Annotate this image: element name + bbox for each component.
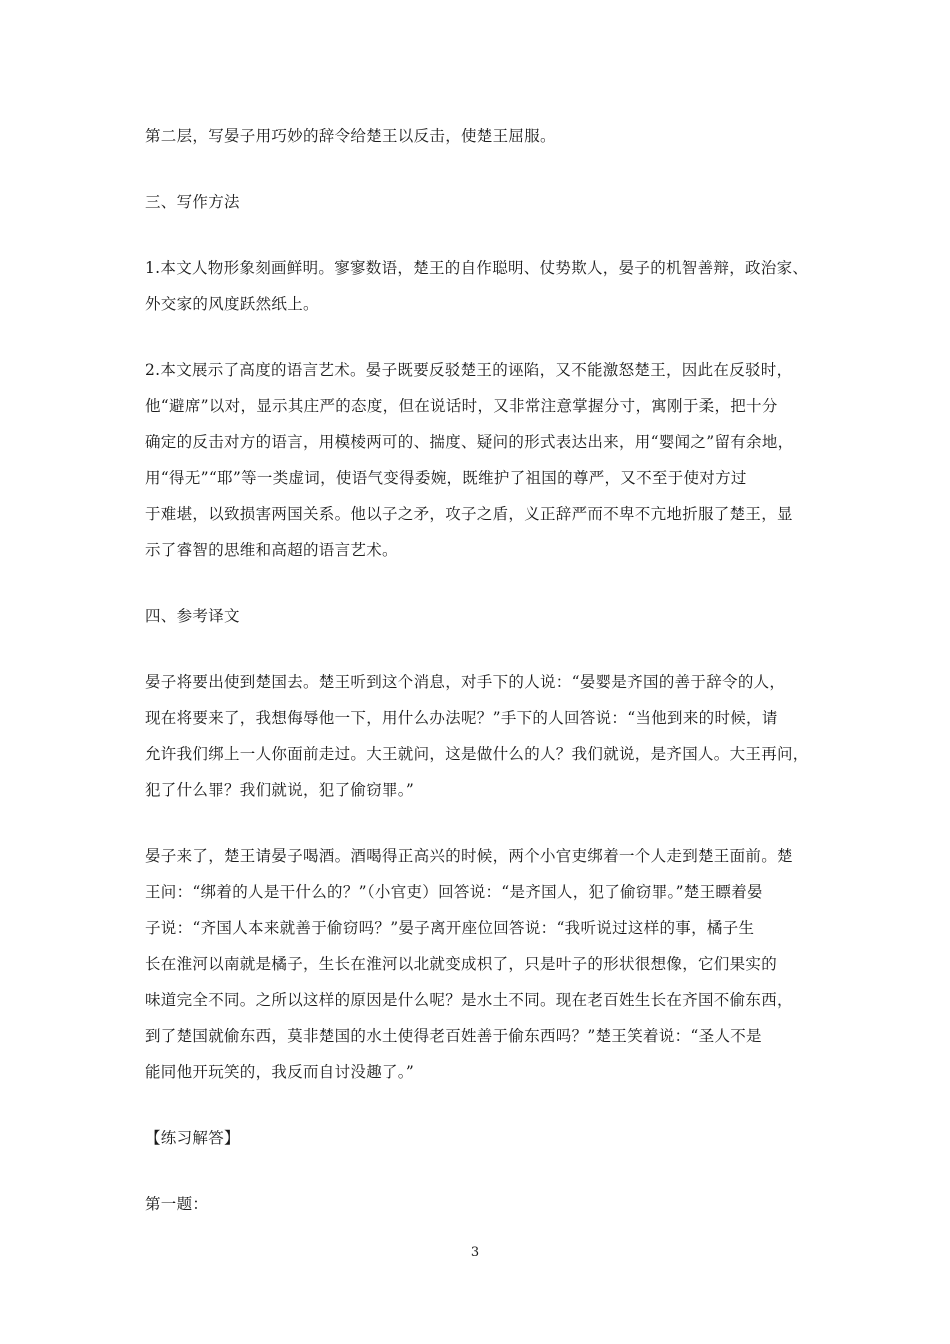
text-line: 外交家的风度跃然纸上。 xyxy=(145,295,319,313)
text-line: 允许我们绑上一人你面前走过。大王就问，这是做什么的人？我们就说，是齐国人。大王再问， xyxy=(145,745,809,763)
paragraph-translation-2 xyxy=(145,838,813,1090)
page-number: 3 xyxy=(470,1245,480,1260)
text-line: 第二层，写晏子用巧妙的辞令给楚王以反击，使楚王屈服。 xyxy=(145,127,556,145)
paragraph-method-2 xyxy=(145,352,813,568)
text-line: 味道完全不同。之所以这样的原因是什么呢？是水土不同。现在老百姓生长在齐国不偷东西， xyxy=(145,991,793,1009)
paragraph-translation-1 xyxy=(145,664,813,808)
section-heading-writing-methods: 三、写作方法 xyxy=(145,193,240,211)
section-heading-translation: 四、参考译文 xyxy=(145,607,240,625)
text-line: 于难堪，以致损害两国关系。他以子之矛，攻子之盾，义正辞严而不卑不亢地折服了楚王，显 xyxy=(145,505,793,523)
text-line: 晏子将要出使到楚国去。楚王听到这个消息，对手下的人说：“晏婴是齐国的善于辞令的人， xyxy=(145,673,786,691)
text-line: 犯了什么罪？我们就说，犯了偷窃罪。” xyxy=(145,781,415,799)
text-line: 确定的反击对方的语言，用模棱两可的、揣度、疑问的形式表达出来，用“婴闻之”留有余地， xyxy=(145,433,794,451)
text-line: 现在将要来了，我想侮辱他一下，用什么办法呢？”手下的人回答说：“当他到来的时候，请 xyxy=(145,709,778,727)
text-line: 能同他开玩笑的，我反而自讨没趣了。” xyxy=(145,1063,415,1081)
text-line: 他“避席”以对，显示其庄严的态度，但在说话时，又非常注意掌握分寸，寓刚于柔，把十分 xyxy=(145,397,778,415)
text-line: 到了楚国就偷东西，莫非楚国的水土使得老百姓善于偷东西吗？”楚王笑着说：“圣人不是 xyxy=(145,1027,762,1045)
text-line: 晏子来了，楚王请晏子喝酒。酒喝得正高兴的时候，两个小官吏绑着一个人走到楚王面前。楚 xyxy=(145,847,793,865)
text-line: 示了睿智的思维和高超的语言艺术。 xyxy=(145,541,398,559)
question-heading-first: 第一题： xyxy=(145,1195,209,1213)
section-heading-exercise-answers: 【练习解答】 xyxy=(145,1129,240,1147)
text-line: 王问：“绑着的人是干什么的？”（小官吏）回答说：“是齐国人，犯了偷窃罪。”楚王瞟着晏 xyxy=(145,883,763,901)
text-line: 长在淮河以南就是橘子，生长在淮河以北就变成枳了，只是叶子的形状很想像，它们果实的 xyxy=(145,955,778,973)
text-line: 子说：“齐国人本来就善于偷窃吗？”晏子离开座位回答说：“我听说过这样的事，橘子生 xyxy=(145,919,755,937)
paragraph-second-layer xyxy=(145,118,813,154)
text-line: 1.本文人物形象刻画鲜明。寥寥数语，楚王的自作聪明、仗势欺人，晏子的机智善辩，政治家、 xyxy=(145,259,809,277)
text-line: 2.本文展示了高度的语言艺术。晏子既要反驳楚王的诬陷，又不能激怒楚王，因此在反驳时， xyxy=(145,361,793,379)
document-page xyxy=(145,118,813,1252)
text-line: 用“得无”“耶”等一类虚词，使语气变得委婉，既维护了祖国的尊严，又不至于使对方过 xyxy=(145,469,747,487)
paragraph-method-1 xyxy=(145,250,813,322)
